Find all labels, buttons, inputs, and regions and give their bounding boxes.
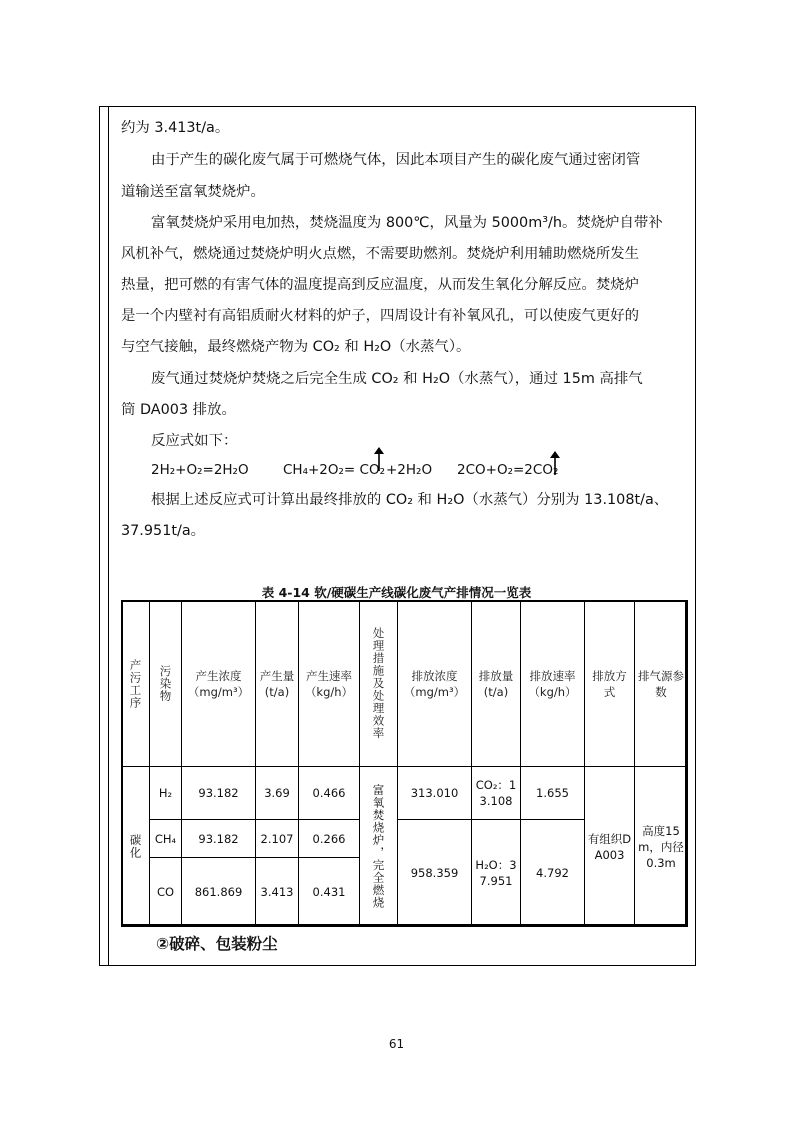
cell-gen-rate: 0.431 bbox=[299, 858, 360, 927]
cell-gen-conc: 93.182 bbox=[182, 767, 256, 820]
cell-gen-conc: 93.182 bbox=[182, 820, 256, 858]
header-gen-rate: 产生速率（kg/h） bbox=[299, 601, 360, 767]
cell-emit-amount: H₂O：37.951 bbox=[472, 820, 521, 927]
cell-pollutant: H₂ bbox=[150, 767, 182, 820]
paragraph-line: 废气通过焚烧炉焚烧之后完全生成 CO₂ 和 H₂O（水蒸气），通过 15m 高排气 bbox=[151, 371, 643, 387]
gas-arrow-icon bbox=[550, 451, 560, 475]
frame-left-column bbox=[99, 106, 109, 966]
table-caption: 表 4-14 软/硬碳生产线碳化废气产排情况一览表 bbox=[261, 585, 532, 600]
cell-source-params: 高度15m，内径0.3m bbox=[635, 767, 688, 927]
gas-arrow-icon bbox=[374, 447, 384, 471]
cell-pollutant: CO bbox=[150, 858, 182, 927]
paragraph-line: 约为 3.413t/a。 bbox=[121, 120, 230, 136]
cell-gen-amount: 3.69 bbox=[256, 767, 299, 820]
paragraph-line: 与空气接触，最终燃烧产物为 CO₂ 和 H₂O（水蒸气）。 bbox=[121, 339, 471, 355]
paragraph-line: 筒 DA003 排放。 bbox=[121, 402, 236, 418]
header-treatment: 处理措施及处理效率 bbox=[360, 601, 398, 767]
paragraph-line: 是一个内壁衬有高铝质耐火材料的炉子，四周设计有补氧风孔，可以使废气更好的 bbox=[121, 308, 640, 324]
header-emit-conc: 排放浓度（mg/m³） bbox=[398, 601, 472, 767]
header-gen-conc: 产生浓度（mg/m³） bbox=[182, 601, 256, 767]
reaction-3: 2CO+O₂=2CO₂ bbox=[457, 462, 559, 478]
header-gen-amount: 产生量(t/a) bbox=[256, 601, 299, 767]
cell-gen-rate: 0.266 bbox=[299, 820, 360, 858]
header-emit-method: 排放方式 bbox=[585, 601, 635, 767]
reaction-2-tail: +2H₂O bbox=[386, 462, 433, 478]
cell-emit-rate: 4.792 bbox=[521, 820, 585, 927]
paragraph-line: 根据上述反应式可计算出最终排放的 CO₂ 和 H₂O（水蒸气）分别为 13.108t/a、 bbox=[151, 492, 669, 508]
table-outer-border bbox=[121, 600, 687, 926]
paragraph-line: 风机补气，燃烧通过焚烧炉明火点燃，不需要助燃剂。焚烧炉利用辅助燃烧所发生 bbox=[121, 246, 640, 262]
reaction-1: 2H₂+O₂=2H₂O bbox=[151, 462, 249, 478]
paragraph-line: 由于产生的碳化废气属于可燃烧气体，因此本项目产生的碳化废气通过密闭管 bbox=[151, 152, 641, 168]
header-source-params: 排气源参数 bbox=[635, 601, 688, 767]
header-process: 产污工序 bbox=[122, 601, 150, 767]
cell-treatment: 富氧焚烧炉，完全燃烧 bbox=[360, 767, 398, 927]
cell-gen-amount: 2.107 bbox=[256, 820, 299, 858]
cell-process: 碳化 bbox=[122, 767, 150, 927]
header-emit-rate: 排放速率（kg/h） bbox=[521, 601, 585, 767]
section-subheading: ②破碎、包装粉尘 bbox=[156, 935, 278, 953]
cell-emit-conc: 958.359 bbox=[398, 820, 472, 927]
cell-gen-conc: 861.869 bbox=[182, 858, 256, 927]
reaction-2: CH₄+2O₂= CO₂ bbox=[283, 462, 385, 478]
paragraph-line: 热量，把可燃的有害气体的温度提高到反应温度，从而发生氧化分解反应。焚烧炉 bbox=[121, 277, 640, 293]
cell-gen-rate: 0.466 bbox=[299, 767, 360, 820]
paragraph-line: 富氧焚烧炉采用电加热，焚烧温度为 800℃，风量为 5000m³/h。焚烧炉自带补 bbox=[151, 215, 663, 231]
cell-emit-method: 有组织DA003 bbox=[585, 767, 635, 927]
cell-emit-rate: 1.655 bbox=[521, 767, 585, 820]
cell-emit-amount: CO₂：13.108 bbox=[472, 767, 521, 820]
paragraph-line: 道输送至富氧焚烧炉。 bbox=[121, 184, 265, 200]
header-pollutant: 污染物 bbox=[150, 601, 182, 767]
header-emit-amount: 排放量(t/a) bbox=[472, 601, 521, 767]
paragraph-line: 反应式如下： bbox=[151, 433, 238, 449]
page-number: 61 bbox=[388, 1037, 405, 1051]
paragraph-line: 37.951t/a。 bbox=[121, 523, 206, 539]
cell-pollutant: CH₄ bbox=[150, 820, 182, 858]
cell-gen-amount: 3.413 bbox=[256, 858, 299, 927]
cell-emit-conc: 313.010 bbox=[398, 767, 472, 820]
